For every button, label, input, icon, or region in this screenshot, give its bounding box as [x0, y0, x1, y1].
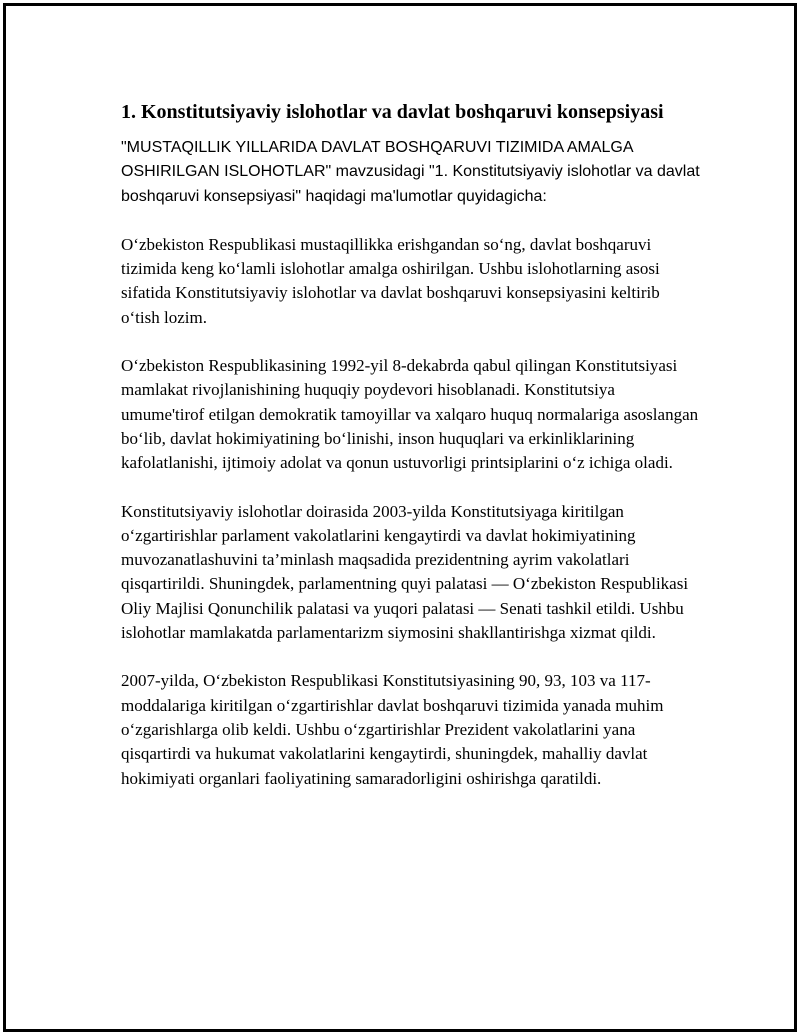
body-paragraph: O‘zbekiston Respublikasining 1992-yil 8-dekabrda qabul qilingan Konstitutsiyasi mamlakat rivojlanishining huquqiy poydevori hisoblanadi. Konstitutsiya umume'tirof etilgan demokratik tamoyillar va xalqaro huquq normalariga asoslangan bo‘lib, davlat hokimiyatining bo‘linishi, inson huquqlari va erkinliklarining kafolatlanishi, ijtimoiy adolat va qonun ustuvorligi printsiplarini o‘z ichiga oladi. [121, 356, 699, 473]
document-body [121, 99, 701, 815]
body-paragraph: Konstitutsiyaviy islohotlar doirasida 2003-yilda Konstitutsiyaga kiritilgan o‘zgartirishlar parlament vakolatlarini kengaytirdi va davlat hokimiyatining muvozanatlashuvini ta’minlash maqsadida prezidentning ayrim vakolatlari qisqartirildi. Shuningdek, parlamentning quyi palatasi — O‘zbekiston Respublikasi Oliy Majlisi Qonunchilik palatasi va yuqori palatasi — Senati tashkil etildi. Ushbu islohotlar mamlakatda parlamentarizm siymosini shakllantirishga xizmat qildi. [121, 501, 689, 643]
intro-paragraph: "MUSTAQILLIK YILLARIDA DAVLAT BOSHQARUVI TIZIMIDA AMALGA OSHIRILGAN ISLOHOTLAR" mavzusidagi "1. Konstitutsiyaviy islohotlar va davlat boshqaruvi konsepsiyasi" haqidagi ma'lumotlar quyidagicha: [121, 139, 700, 205]
page-frame [3, 3, 797, 1032]
document-heading: 1. Konstitutsiyaviy islohotlar va davlat boshqaruvi konsepsiyasi [121, 101, 664, 123]
body-paragraph: O‘zbekiston Respublikasi mustaqillikka erishgandan so‘ng, davlat boshqaruvi tizimida keng ko‘lamli islohotlar amalga oshirilgan. Ushbu islohotlarning asosi sifatida Konstitutsiyaviy islohotlar va davlat boshqaruvi konsepsiyasini keltirib o‘tish lozim. [121, 234, 660, 327]
body-paragraph: 2007-yilda, O‘zbekiston Respublikasi Konstitutsiyasining 90, 93, 103 va 117-moddalariga kiritilgan o‘zgartirishlar davlat boshqaruvi tizimida yanada muhim o‘zgarishlarga olib keldi. Ushbu o‘zgartirishlar Prezident vakolatlarini yana qisqartirdi va hukumat vakolatlarini kengaytirdi, shuningdek, mahalliy davlat hokimiyati organlari faoliyatining samaradorligini oshirishga qaratildi. [121, 671, 664, 788]
